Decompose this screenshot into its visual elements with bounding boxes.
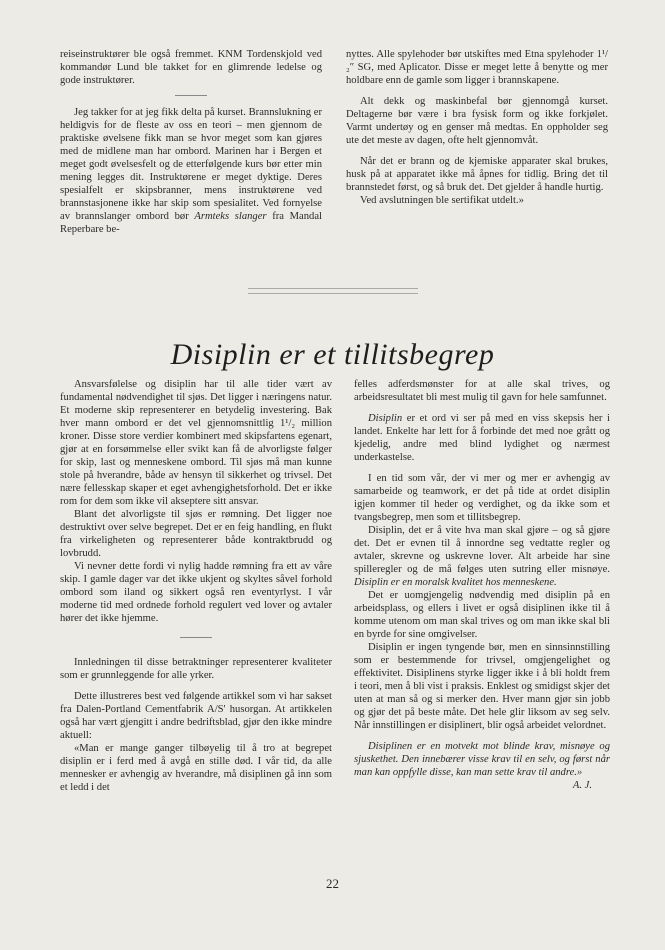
paragraph: Dette illustreres best ved følgende artikkel som vi har sakset fra Dalen-Portland Cementfabrik A/S' husorgan. At artikkelen også har vært gjengitt i andre bedriftsblad, gjør den ikke mindre aktuell: <box>60 691 332 741</box>
paragraph: felles adferdsmønster for at alle skal trives, og arbeidsresultatet bli mest mulig til gavn for hele samfunnet. <box>354 379 610 403</box>
top-right-column <box>346 48 608 207</box>
page-number: 22 <box>326 876 339 891</box>
paragraph: Disiplin, det er å vite hva man skal gjøre – og så gjøre det. Det er evnen til å innordne seg vedtatte regler og avtaler, skrevne og uskrevne lover. Alt arbeide har sine spilleregler og de må følges uten sutring eller misnøye. Disiplin er en moralsk kvalitet hos menneskene. <box>354 525 610 588</box>
paragraph: nyttes. Alle spylehoder bør utskiftes med Etna spylehoder 1¹/₂″ SG, med Aplicator. Disse er meget lette å benytte og mer holdbare enn de gamle som ligger i brannskapene. <box>346 49 608 86</box>
paragraph: Vi nevner dette fordi vi nylig hadde rømning fra ett av våre skip. I gamle dager var det ikke ukjent og skyltes såvel forhold ombord som iland og sikkert også ren eventyrlyst. I vår moderne tid med ordnede forhold regulert ved lover og avtaler hører det ikke hjemme. <box>60 561 332 624</box>
paragraph: Ansvarsfølelse og disiplin har til alle tider vært av fundamental nødvendighet til sjøs. Det ligger i næringens natur. Et moderne skip representerer en betydelig investering. Bak hver mann ombord er det vel gjennomsnittlig 1¹/₂ million kroner. Disse store verdier kombinert med skipsfartens egenart, gjør at en forsømmelse eller svikt kan få de alvorligste følger for skip, last og menneskene ombord. Til sjøs må man kunne stole på hverandre, både av hensyn til sikkerhet og trivsel. Det nære fellesskap skaper et eget avhengighetsforhold. Det er ikke rom for dem som ikke vil akseptere sitt ansvar. <box>60 379 332 507</box>
emphasis: Disiplin <box>368 413 403 424</box>
divider-line <box>248 293 418 294</box>
top-left-column <box>60 48 322 236</box>
paragraph: «Man er mange ganger tilbøyelig til å tro at begrepet disiplin er i ferd med å avgå en stille død. I vår tid, da alle mennesker er avhengig av hverandre, må disiplinen gå inn som et ledd i det <box>60 743 332 793</box>
section-separator <box>175 95 207 96</box>
paragraph: I en tid som vår, der vi mer og mer er avhengig av samarbeide og teamwork, er det på tide at ordet disiplin igjen kommer til heder og verdighet, og da ikke som et tvangsbegrep, men som et tillitsbegrep. <box>354 473 610 523</box>
signature: A. J. <box>572 780 592 791</box>
emphasis: Armteks slanger <box>194 211 267 222</box>
emphasis: Disiplin er en moralsk kvalitet hos menneskene. <box>354 577 557 588</box>
bottom-right-column <box>354 378 610 792</box>
article-title: Disiplin er et tillitsbegrep <box>170 338 495 371</box>
paragraph: Disiplin er et ord vi ser på med en viss skepsis her i landet. Enkelte har lett for å forbinde det med noe grått og kjedelig, andre med blind lydighet og nærmest underkastelse. <box>354 413 610 463</box>
paragraph: Ved avslutningen ble sertifikat utdelt.» <box>360 195 524 206</box>
paragraph: reiseinstruktører ble også fremmet. KNM Tordenskjold ved kommandør Lund ble takket for en glimrende ledelse og gode instruktører. <box>60 49 322 86</box>
paragraph: Alt dekk og maskinbefal bør gjennomgå kurset. Deltagerne bør være i bra fysisk form og ikke forkjølet. Varmt undertøy og en genser må medtas. En oppholder seg ute det meste av dagen, ofte helt gjennomvåt. <box>346 96 608 146</box>
paragraph: Innledningen til disse betraktninger representerer kvaliteter som er grunnleggende for alle yrker. <box>60 657 332 681</box>
bottom-left-column <box>60 378 332 794</box>
paragraph: Når det er brann og de kjemiske apparater skal brukes, husk på at apparatet ikke må åpnes for tidlig. Bring det til brannstedet først, og så bruk det. Det gjelder å handle hurtig. <box>346 156 608 193</box>
divider-line <box>248 288 418 289</box>
paragraph: Det er uomgjengelig nødvendig med disiplin på en arbeidsplass, og ellers i livet er også disiplinen ikke til å komme utenom om man skal trives og om man ikke skal bli en byrde for sine omgivelser. <box>354 590 610 640</box>
closing-quote: Disiplinen er en motvekt mot blinde krav, misnøye og sjuskethet. Den innebærer visse krav til en selv, og først når man kan oppfylle disse, kan man sette krav til andre.» A. J. <box>354 741 610 791</box>
paragraph: Blant det alvorligste til sjøs er rømning. Det ligger noe destruktivt over selve begrepet. Det er en feig handling, en flukt fra virkeligheten og representerer både kontraktbrudd og lovbrudd. <box>60 509 332 559</box>
section-separator <box>180 637 212 638</box>
paragraph: Disiplin er ingen tyngende bør, men en sinnsinnstilling som er bestemmende for trivsel, omgjengelighet og effektivitet. Disiplinens styrke ligger ikke i å bli holdt frem i teori, men å bli vist i praksis. Enklest og smidigst skjer det uten at man så og si merker den. Hver mann gjør sin jobb og gjør det på beste måte. Det hele glir liksom av seg selv. Når innstillingen er disiplinert, blir også arbeidet velordnet. <box>354 642 610 731</box>
paragraph: Jeg takker for at jeg fikk delta på kurset. Brannslukning er heldigvis for de fleste av oss en teori – men gjennom de praktiske øvelsene fikk man se hvor meget som kan gjøres med de midlene man har ombord. Marinen har i Bergen et meget godt øvelsesfelt og de etterfølgende kurs bør etter min mening legges dit. Instruktørene er meget dyktige. Deres spesialfelt er skipsbranner, mens instruktørene ved brannstasjonene ikke har skip som spesialitet. Ved fornyelse av brannslanger ombord bør Armteks slanger fra Mandal Reperbare be- <box>60 107 322 235</box>
